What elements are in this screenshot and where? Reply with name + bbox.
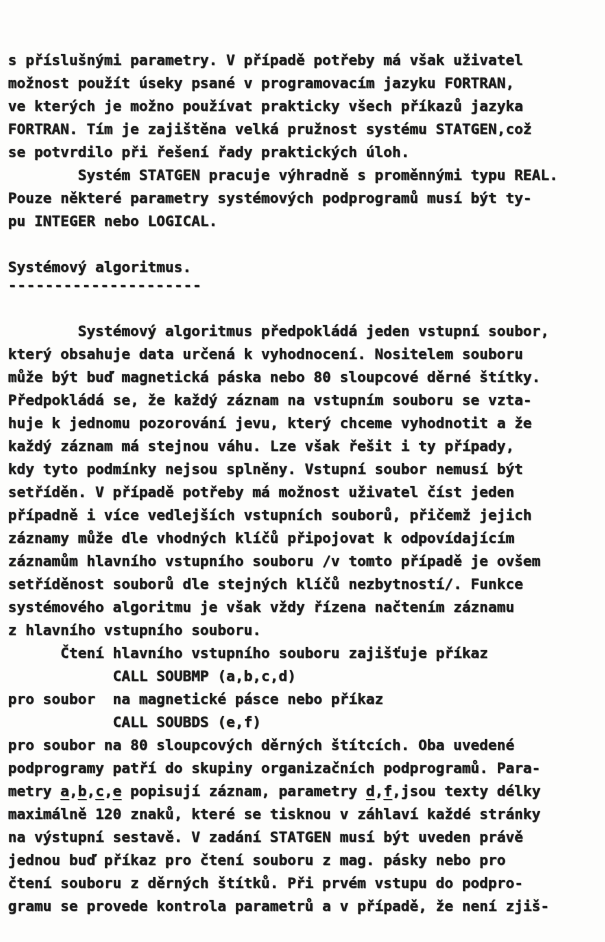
text-line: případně i více vedlejších vstupních souborů, přičemž jejich — [8, 508, 532, 524]
heading-underline: --------------------- — [8, 278, 202, 294]
text-line: FORTRAN. Tím je zajištěna velká pružnost systému STATGEN,což — [8, 122, 532, 138]
text-line: setříděn. V případě potřeby má možnost uživatel číst jeden — [8, 485, 515, 501]
text-line: se potvrdilo při řešení řady praktických úloh. — [8, 145, 410, 161]
text-segment: , — [374, 784, 384, 800]
text-line: který obsahuje data určená k vyhodnocení. Nositelem souboru — [8, 347, 524, 363]
text-line: na výstupní sestavě. V zadání STATGEN musí být uveden právě — [8, 830, 524, 846]
text-content — [8, 50, 599, 919]
underlined-parameter: c — [95, 784, 105, 800]
text-line: Systém STATGEN pracuje výhradně s proměnnými typu REAL. — [8, 168, 558, 184]
text-line: Předpokládá se, že každý záznam na vstupním souboru se vzta- — [8, 393, 532, 409]
text-line: kdy tyto podmínky nejsou splněny. Vstupní soubor nemusí být — [8, 462, 524, 478]
text-line: může být buď magnetická páska nebo 80 sloupcové děrné štítky. — [8, 370, 541, 386]
text-line: maximálně 120 znaků, které se tisknou v záhlaví každé stránky — [8, 807, 541, 823]
underlined-parameter: d — [365, 784, 375, 800]
text-line: možnost použít úseky psané v programovacím jazyku FORTRAN, — [8, 76, 515, 92]
text-segment: , — [104, 784, 113, 800]
blank-line — [8, 298, 599, 321]
text-line: ve kterých je možno používat prakticky všech příkazů jazyka — [8, 99, 524, 115]
text-line: Čtení hlavního vstupního souboru zajišťuje příkaz — [8, 646, 489, 662]
underlined-parameter: f — [383, 784, 393, 800]
text-line: huje k jednomu pozorování jevu, který chceme vyhodnotit a že — [8, 416, 532, 432]
underlined-parameter: a — [60, 784, 70, 800]
blank-line — [8, 234, 599, 257]
text-line: CALL SOUBDS (e,f) — [8, 715, 262, 731]
text-line: Systémový algoritmus předpokládá jeden vstupní soubor, — [8, 324, 550, 340]
text-line: gramu se provede kontrola parametrů a v případě, že není zjiš- — [8, 899, 550, 915]
text-line: setříděnost souborů dle stejných klíčů nezbytností/. Funkce — [8, 577, 524, 593]
text-line: každý záznam má stejnou váhu. Lze však řešit i ty případy, — [8, 439, 515, 455]
text-line: Pouze některé parametry systémových podprogramů musí být ty- — [8, 191, 532, 207]
section-heading: Systémový algoritmus. — [8, 260, 192, 276]
text-line: čtení souboru z děrných štítků. Při prvém vstupu do podpro- — [8, 876, 524, 892]
text-segment: , — [69, 784, 78, 800]
text-line: pro soubor na 80 sloupcových děrných štítcích. Oba uvedené — [8, 738, 515, 754]
text-line: pro soubor na magnetické pásce nebo příkaz — [8, 692, 384, 708]
text-line: jednou buď příkaz pro čtení souboru z mag. pásky nebo pro — [8, 853, 506, 869]
text-line: pu INTEGER nebo LOGICAL. — [8, 214, 218, 230]
text-segment: metry — [8, 784, 61, 800]
text-line: záznamy může dle vhodných klíčů připojovat k odpovídajícím — [8, 531, 515, 547]
text-line: záznamům hlavního vstupního souboru /v tomto případě je ovšem — [8, 554, 541, 570]
text-line — [8, 781, 599, 804]
text-line: s příslušnými parametry. V případě potřeby má však uživatel — [8, 53, 524, 69]
text-line: z hlavního vstupního souboru. — [8, 623, 262, 639]
text-segment: ,jsou texty délky — [392, 784, 541, 800]
underlined-parameter: b — [77, 784, 87, 800]
text-line: CALL SOUBMP (a,b,c,d) — [8, 669, 297, 685]
text-line: systémového algoritmu je však vždy řízena načtením záznamu — [8, 600, 515, 616]
text-segment: popisují záznam, parametry — [121, 784, 366, 800]
underlined-parameter: e — [112, 784, 122, 800]
text-line: podprogramy patří do skupiny organizačních podprogramů. Para- — [8, 761, 541, 777]
text-segment: , — [86, 784, 96, 800]
